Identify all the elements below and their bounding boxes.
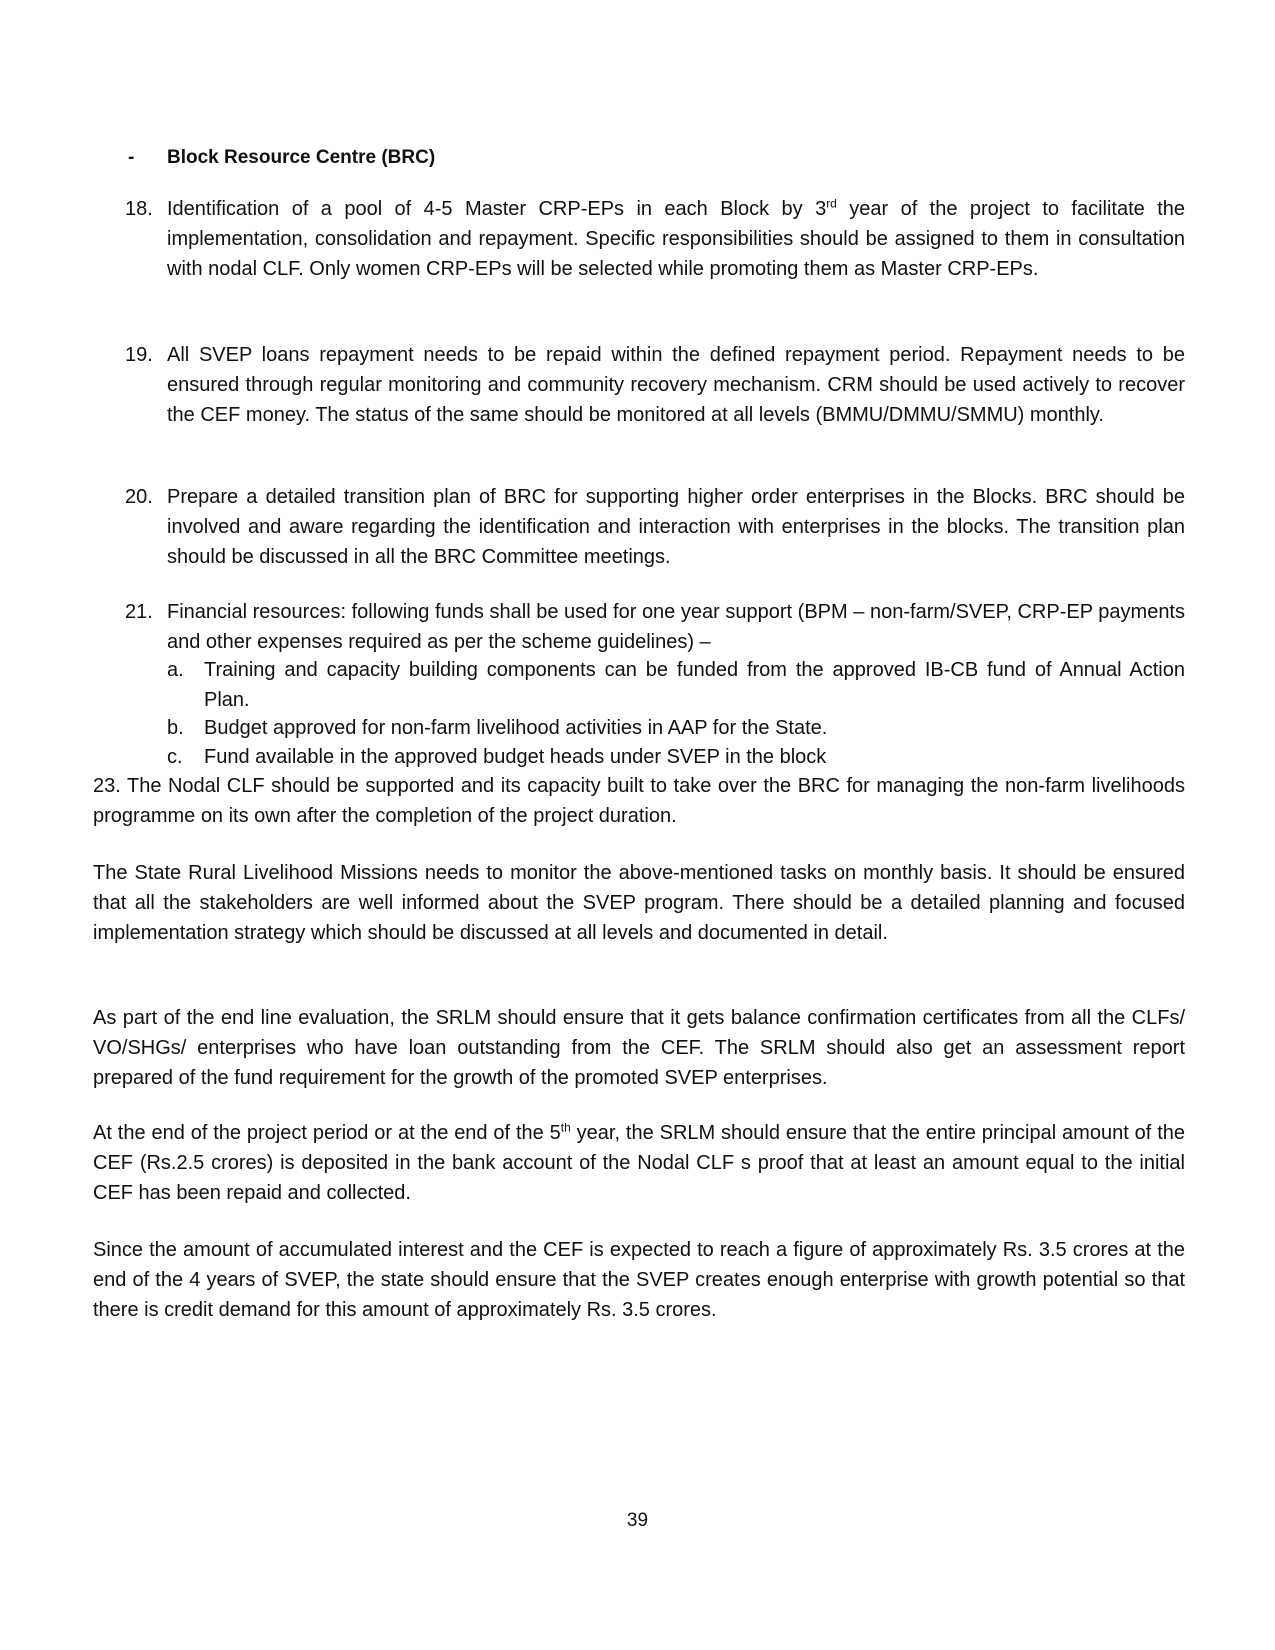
item-number: 19.	[125, 344, 153, 366]
sub-item-text: Budget approved for non-farm livelihood activities in AAP for the State.	[204, 717, 828, 739]
sub-item-text: Fund available in the approved budget heads under SVEP in the block	[204, 746, 827, 768]
sub-item-letter: a.	[167, 659, 184, 681]
sub-item-c	[167, 742, 1185, 772]
list-item-23: 23. The Nodal CLF should be supported and its capacity built to take over the BRC for managing the non-farm livelihoods programme on its own after the completion of the project duration.	[93, 775, 1185, 827]
paragraph-accumulated-interest: Since the amount of accumulated interest and the CEF is expected to reach a figure of approximately Rs. 3.5 crores at the end of the 4 years of SVEP, the state should ensure that the SVEP creates enough enterprise with growth potential so that there is credit demand for this amount of approximately Rs. 3.5 crores.	[93, 1239, 1185, 1321]
superscript-ordinal: th	[560, 1120, 571, 1135]
item-number: 21.	[125, 601, 153, 623]
item-number: 18.	[125, 198, 153, 220]
list-item-21	[125, 597, 1185, 657]
item-number: 20.	[125, 486, 153, 508]
paragraph-project-end: At the end of the project period or at the end of the 5th year, the SRLM should ensure that the entire principal amount of the CEF (Rs.2.5 crores) is deposited in the bank account of the Nodal CLF s proof that at least an amount equal to the initial CEF has been repaid and collected.	[93, 1120, 1185, 1204]
item-text: Prepare a detailed transition plan of BRC for supporting higher order enterprises in the Blocks. BRC should be involved and aware regarding the identification and interaction with enterprises in the blocks. The transition plan should be discussed in all the BRC Committee meetings.	[167, 486, 1185, 568]
sub-item-text: Training and capacity building components can be funded from the approved IB-CB fund of Annual Action Plan.	[204, 659, 1185, 711]
page-number: 39	[626, 1510, 649, 1531]
section-heading	[128, 143, 435, 173]
item-text: All SVEP loans repayment needs to be repaid within the defined repayment period. Repayment needs to be ensured through regular monitoring and community recovery mechanism. CRM should be used actively to recover the CEF money. The status of the same should be monitored at all levels (BMMU/DMMU/SMMU) monthly.	[167, 344, 1185, 426]
paragraph-end-line-evaluation: As part of the end line evaluation, the SRLM should ensure that it gets balance confirmation certificates from all the CLFs/ VO/SHGs/ enterprises who have loan outstanding from the CEF. The SRLM should also get an assessment report prepared of the fund requirement for the growth of the promoted SVEP enterprises.	[93, 1007, 1185, 1089]
sub-item-letter: c.	[167, 746, 183, 768]
heading-dash: -	[128, 147, 135, 168]
heading-title: Block Resource Centre (BRC)	[167, 147, 436, 168]
item-text: Financial resources: following funds shall be used for one year support (BPM – non-farm/SVEP, CRP-EP payments and other expenses required as per the scheme guidelines) –	[167, 601, 1185, 653]
list-item-20	[125, 482, 1185, 572]
sub-item-letter: b.	[167, 717, 184, 739]
sub-item-b	[167, 713, 1185, 743]
superscript-ordinal: rd	[826, 196, 837, 211]
paragraph-monitoring: The State Rural Livelihood Missions needs to monitor the above-mentioned tasks on monthly basis. It should be ensured that all the stakeholders are well informed about the SVEP program. There should be a detailed planning and focused implementation strategy which should be discussed at all levels and documented in detail.	[93, 862, 1185, 944]
list-item-18	[125, 194, 1185, 284]
list-item-19	[125, 340, 1185, 430]
item-text: Identification of a pool of 4-5 Master CRP-EPs in each Block by 3rd year of the project to facilitate the implementation, consolidation and repayment. Specific responsibilities should be assigned to them in consultation with nodal CLF. Only women CRP-EPs will be selected while promoting them as Master CRP-EPs.	[167, 196, 1185, 280]
sub-item-a	[167, 655, 1185, 715]
